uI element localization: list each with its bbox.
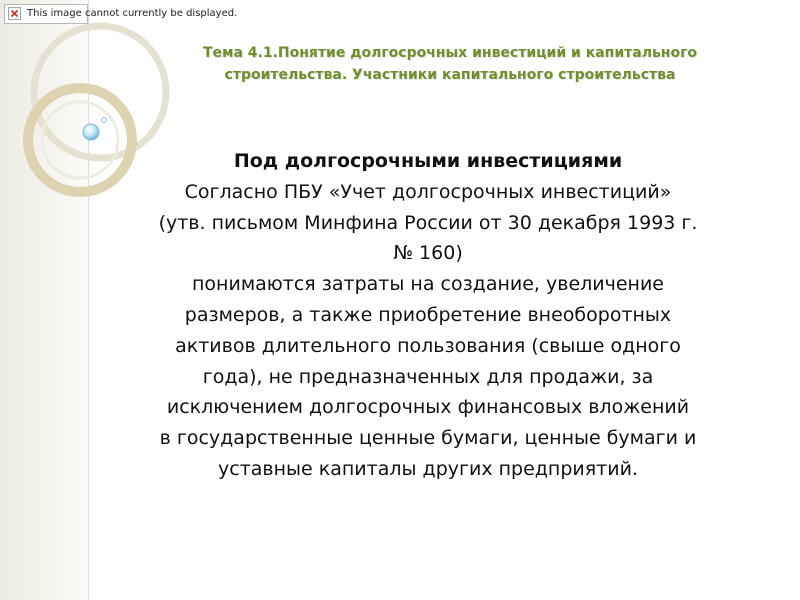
body-text-line: активов длительного пользования (свыше одного (175, 334, 681, 357)
broken-image-icon (8, 7, 21, 20)
body-text-line: понимаются затраты на создание, увеличение (192, 273, 664, 296)
slide-title (150, 42, 750, 86)
slide-title-line-1: Тема 4.1.Понятие долгосрочных инвестиций и капитального (202, 45, 698, 61)
body-text-line: в государственные ценные бумаги, ценные бумаги и (159, 427, 697, 450)
broken-image-placeholder (4, 4, 238, 24)
body-heading: Под долгосрочными инвестициями (233, 150, 623, 172)
body-source-line-2: (утв. письмом Минфина России от 30 декабря 1993 г. (158, 211, 698, 234)
broken-image-alt-text: This image cannot currently be displayed. (27, 8, 238, 19)
slide-body (112, 146, 744, 485)
blue-bubble (83, 124, 99, 140)
body-source-line-3: № 160) (393, 242, 463, 265)
body-text-line: уставные капиталы других предприятий. (218, 457, 638, 480)
small-bubble (102, 118, 107, 123)
body-text-line: исключением долгосрочных финансовых вложений (166, 396, 690, 419)
body-text-line: года), не предназначенных для продажи, за (202, 365, 654, 388)
body-source-line-1: Согласно ПБУ «Учет долгосрочных инвестиций» (184, 180, 672, 203)
body-text-line: размеров, а также приобретение внеоборотных (184, 303, 672, 326)
slide-title-line-2: строительства. Участники капитального строительства (224, 67, 676, 83)
